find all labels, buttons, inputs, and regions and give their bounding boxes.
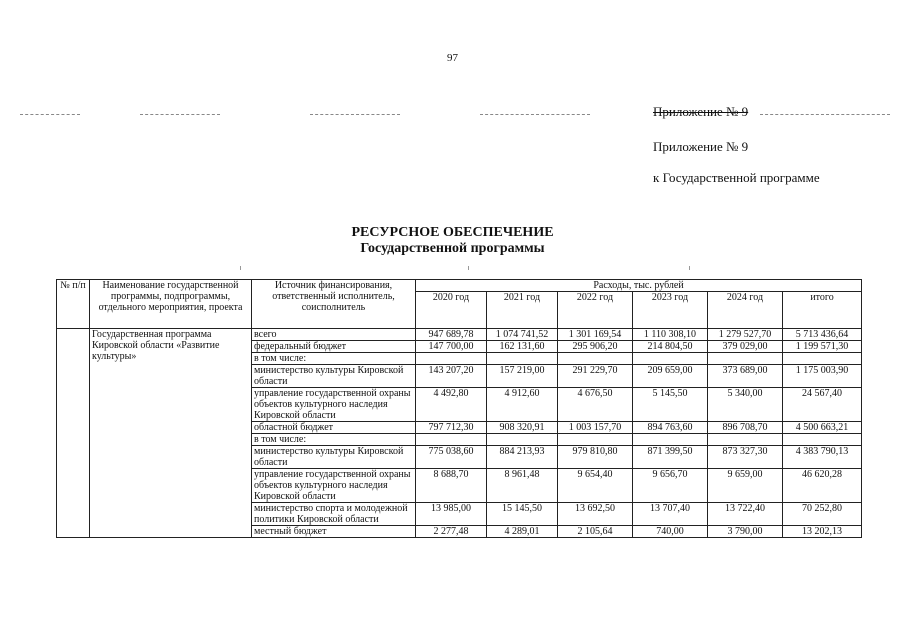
- amount-cell: 15 145,50: [487, 503, 558, 526]
- amount-cell: 157 219,00: [487, 365, 558, 388]
- total-cell: 70 252,80: [783, 503, 862, 526]
- amount-cell: 13 722,40: [708, 503, 783, 526]
- amount-cell: 1 003 157,70: [558, 422, 633, 434]
- scan-artifact-divider: [310, 114, 400, 115]
- amount-cell: 1 074 741,52: [487, 329, 558, 341]
- header-number: № п/п: [57, 280, 90, 329]
- amount-cell: 373 689,00: [708, 365, 783, 388]
- amount-cell: 3 790,00: [708, 526, 783, 538]
- header-year-2021: 2021 год: [487, 292, 558, 329]
- amount-cell: 4 289,01: [487, 526, 558, 538]
- header-year-2020: 2020 год: [416, 292, 487, 329]
- amount-cell: [487, 353, 558, 365]
- total-cell: 1 175 003,90: [783, 365, 862, 388]
- amount-cell: 209 659,00: [633, 365, 708, 388]
- total-cell: 46 620,28: [783, 469, 862, 503]
- amount-cell: [633, 353, 708, 365]
- table-body: [57, 329, 862, 538]
- amount-cell: 4 912,60: [487, 388, 558, 422]
- total-cell: 4 500 663,21: [783, 422, 862, 434]
- amount-cell: 8 688,70: [416, 469, 487, 503]
- amount-cell: 295 906,20: [558, 341, 633, 353]
- header-expenses: Расходы, тыс. рублей: [416, 280, 862, 292]
- amount-cell: 143 207,20: [416, 365, 487, 388]
- amount-cell: 979 810,80: [558, 446, 633, 469]
- total-cell: 4 383 790,13: [783, 446, 862, 469]
- funding-source-cell: областной бюджет: [252, 422, 416, 434]
- scan-artifact-mark: [240, 266, 241, 270]
- total-cell: 5 713 436,64: [783, 329, 862, 341]
- amount-cell: 9 654,40: [558, 469, 633, 503]
- amount-cell: 908 320,91: [487, 422, 558, 434]
- amount-cell: 379 029,00: [708, 341, 783, 353]
- amount-cell: 13 985,00: [416, 503, 487, 526]
- total-cell: 13 202,13: [783, 526, 862, 538]
- amount-cell: 740,00: [633, 526, 708, 538]
- amount-cell: [633, 434, 708, 446]
- amount-cell: 1 110 308,10: [633, 329, 708, 341]
- amount-cell: 4 676,50: [558, 388, 633, 422]
- amount-cell: 1 301 169,54: [558, 329, 633, 341]
- table-row: [57, 329, 862, 341]
- funding-source-cell: управление государственной охраны объектов культурного наследия Кировской области: [252, 469, 416, 503]
- scan-artifact-divider: [760, 114, 890, 115]
- amount-cell: 5 145,50: [633, 388, 708, 422]
- amount-cell: 947 689,78: [416, 329, 487, 341]
- scan-artifact-mark: [468, 266, 469, 270]
- header-year-2023: 2023 год: [633, 292, 708, 329]
- amount-cell: 896 708,70: [708, 422, 783, 434]
- page-number: 97: [447, 52, 458, 64]
- header-year-2024: 2024 год: [708, 292, 783, 329]
- resource-table: [56, 279, 862, 538]
- amount-cell: 13 692,50: [558, 503, 633, 526]
- amount-cell: 8 961,48: [487, 469, 558, 503]
- amount-cell: [708, 353, 783, 365]
- funding-source-cell: министерство культуры Кировской области: [252, 446, 416, 469]
- amount-cell: 2 277,48: [416, 526, 487, 538]
- header-source: Источник финансирования, ответственный исполнитель, соисполнитель: [252, 280, 416, 329]
- amount-cell: 873 327,30: [708, 446, 783, 469]
- header-total: итого: [783, 292, 862, 329]
- appendix-heading: Приложение № 9: [653, 139, 749, 154]
- appendix-struck-heading: Приложение № 9: [653, 104, 749, 119]
- funding-source-cell: министерство спорта и молодежной политики Кировской области: [252, 503, 416, 526]
- amount-cell: 5 340,00: [708, 388, 783, 422]
- funding-source-cell: федеральный бюджет: [252, 341, 416, 353]
- funding-source-cell: управление государственной охраны объектов культурного наследия Кировской области: [252, 388, 416, 422]
- amount-cell: [487, 434, 558, 446]
- amount-cell: 214 804,50: [633, 341, 708, 353]
- header-year-2022: 2022 год: [558, 292, 633, 329]
- header-name: Наименование государственной программы, подпрограммы, отдельного мероприятия, проекта: [90, 280, 252, 329]
- funding-source-cell: в том числе:: [252, 353, 416, 365]
- amount-cell: 884 213,93: [487, 446, 558, 469]
- total-cell: [783, 353, 862, 365]
- document-subtitle: Государственной программы: [360, 241, 545, 256]
- amount-cell: [708, 434, 783, 446]
- amount-cell: 2 105,64: [558, 526, 633, 538]
- amount-cell: 13 707,40: [633, 503, 708, 526]
- amount-cell: 871 399,50: [633, 446, 708, 469]
- amount-cell: 775 038,60: [416, 446, 487, 469]
- amount-cell: [416, 353, 487, 365]
- amount-cell: 9 659,00: [708, 469, 783, 503]
- funding-source-cell: всего: [252, 329, 416, 341]
- total-cell: 1 199 571,30: [783, 341, 862, 353]
- amount-cell: [416, 434, 487, 446]
- scan-artifact-divider: [20, 114, 80, 115]
- funding-source-cell: министерство культуры Кировской области: [252, 365, 416, 388]
- amount-cell: 9 656,70: [633, 469, 708, 503]
- funding-source-cell: местный бюджет: [252, 526, 416, 538]
- scan-artifact-divider: [140, 114, 220, 115]
- row-number-cell: [57, 329, 90, 538]
- amount-cell: 291 229,70: [558, 365, 633, 388]
- total-cell: 24 567,40: [783, 388, 862, 422]
- amount-cell: [558, 434, 633, 446]
- document-title: РЕСУРСНОЕ ОБЕСПЕЧЕНИЕ: [351, 225, 554, 240]
- total-cell: [783, 434, 862, 446]
- amount-cell: 1 279 527,70: [708, 329, 783, 341]
- program-name-cell: Государственная программа Кировской области «Развитие культуры»: [90, 329, 252, 538]
- amount-cell: [558, 353, 633, 365]
- amount-cell: 147 700,00: [416, 341, 487, 353]
- appendix-subheading: к Государственной программе: [653, 170, 820, 185]
- amount-cell: 4 492,80: [416, 388, 487, 422]
- amount-cell: 162 131,60: [487, 341, 558, 353]
- funding-source-cell: в том числе:: [252, 434, 416, 446]
- amount-cell: 894 763,60: [633, 422, 708, 434]
- amount-cell: 797 712,30: [416, 422, 487, 434]
- scan-artifact-mark: [689, 266, 690, 270]
- scan-artifact-divider: [480, 114, 590, 115]
